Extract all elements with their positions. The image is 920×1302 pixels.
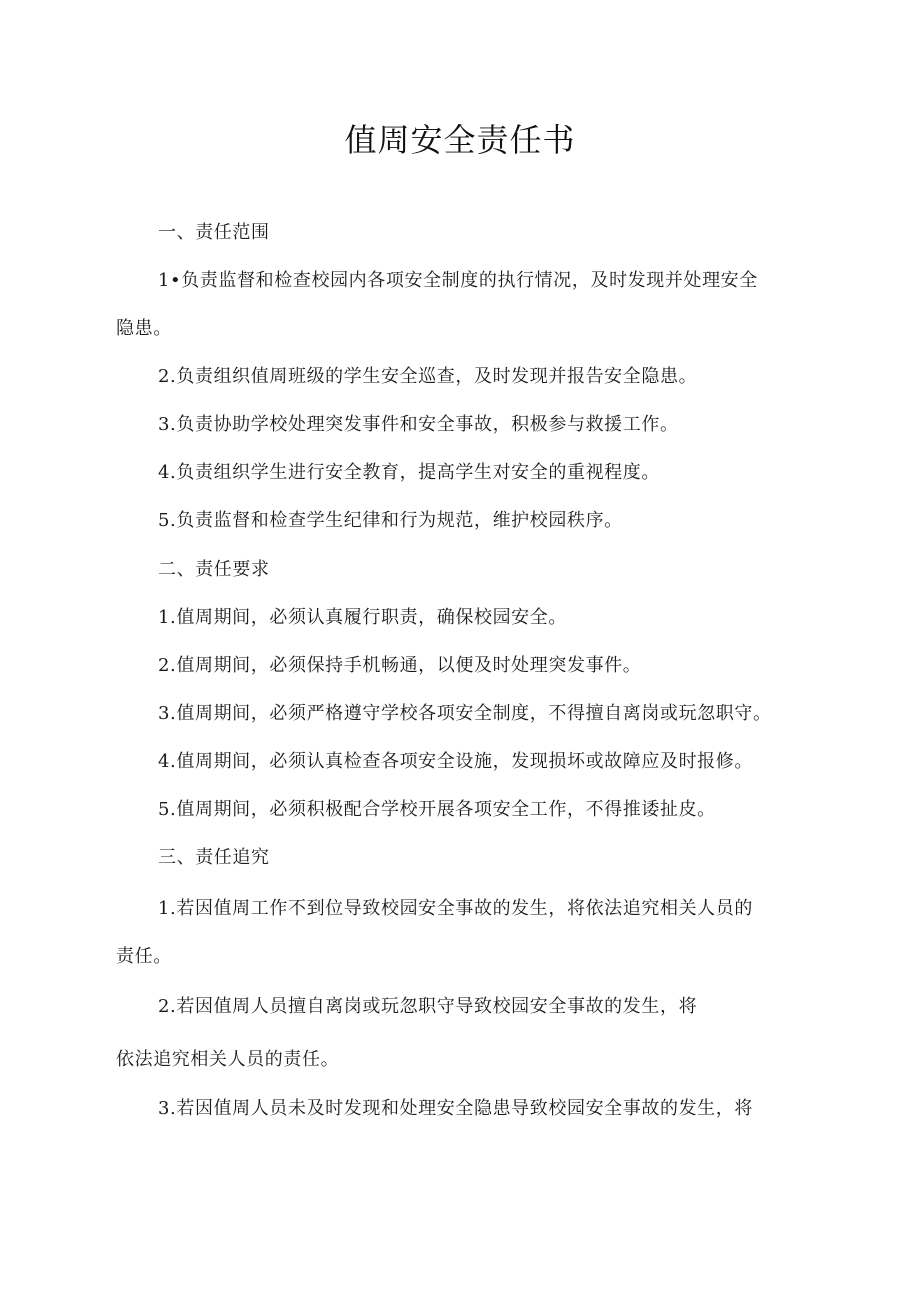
paragraph-line: 5.负责监督和检查学生纪律和行为规范，维护校园秩序。 <box>158 510 623 531</box>
paragraph-line: 4.负责组织学生进行安全教育，提高学生对安全的重视程度。 <box>158 462 660 483</box>
document-title: 值周安全责任书 <box>344 121 576 159</box>
paragraph-line: 2.值周期间，必须保持手机畅通，以便及时处理突发事件。 <box>158 655 642 676</box>
paragraph-line: 3.值周期间，必须严格遵守学校各项安全制度，不得擅自离岗或玩忽职守。 <box>158 703 772 724</box>
paragraph-line: 2.若因值周人员擅自离岗或玩忽职守导致校园安全事故的发生，将 <box>158 996 698 1017</box>
paragraph-line: 依法追究相关人员的责任。 <box>116 1049 340 1070</box>
paragraph-line: 2.负责组织值周班级的学生安全巡查，及时发现并报告安全隐患。 <box>158 366 698 387</box>
paragraph-line: 隐患。 <box>116 318 172 339</box>
paragraph-line: 1•负责监督和检查校园内各项安全制度的执行情况，及时发现并处理安全 <box>158 270 758 291</box>
paragraph-line: 3.若因值周人员未及时发现和处理安全隐患导致校园安全事故的发生，将 <box>158 1098 753 1119</box>
section-heading-requirements: 二、责任要求 <box>158 559 270 580</box>
section-heading-accountability: 三、责任追究 <box>158 847 270 868</box>
paragraph-line: 3.负责协助学校处理突发事件和安全事故，积极参与救援工作。 <box>158 414 679 435</box>
paragraph-line: 1.值周期间，必须认真履行职责，确保校园安全。 <box>158 607 567 628</box>
paragraph-line: 5.值周期间，必须积极配合学校开展各项安全工作，不得推诿扯皮。 <box>158 799 716 820</box>
paragraph-line: 责任。 <box>116 946 172 967</box>
section-heading-scope: 一、责任范围 <box>158 222 270 243</box>
paragraph-line: 1.若因值周工作不到位导致校园安全事故的发生，将依法追究相关人员的 <box>158 898 753 919</box>
paragraph-line: 4.值周期间，必须认真检查各项安全设施，发现损坏或故障应及时报修。 <box>158 751 753 772</box>
